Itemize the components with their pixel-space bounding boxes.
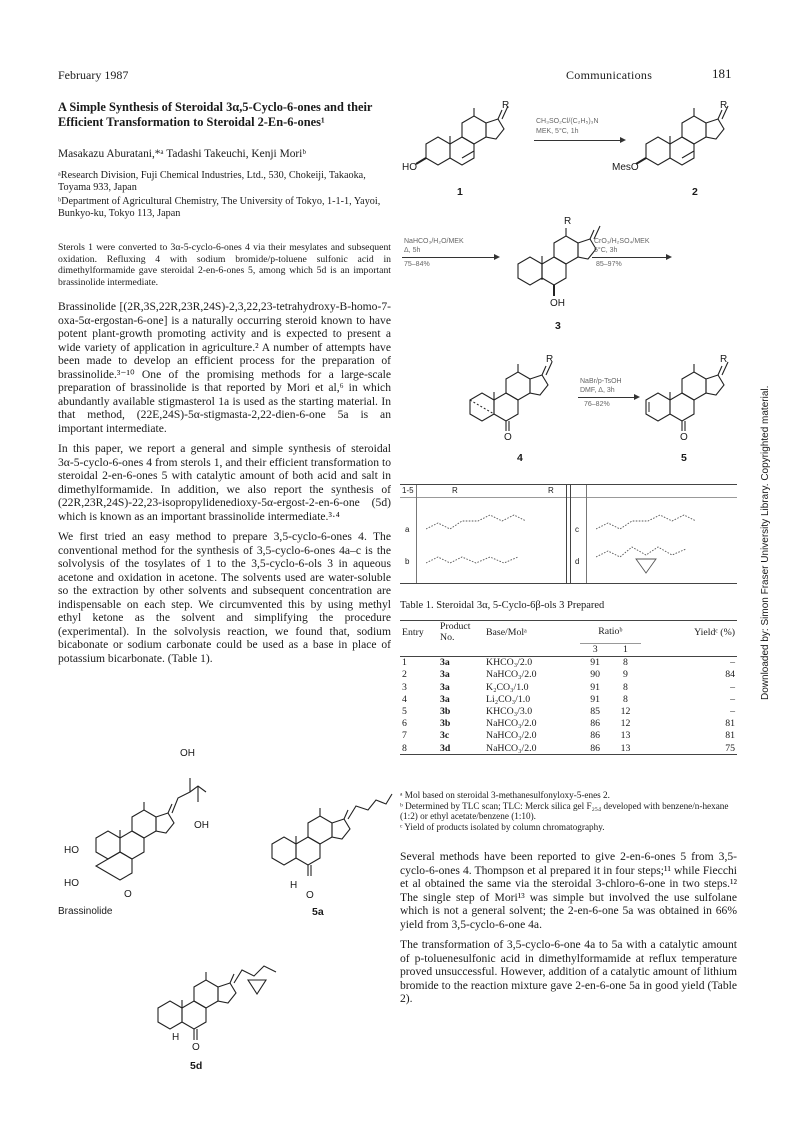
condition-4-line-1: NaBr/p-TsOH xyxy=(580,378,622,385)
table-1 xyxy=(400,620,737,755)
yield-2: 75–84% xyxy=(404,261,430,268)
arrowhead-1 xyxy=(620,137,626,143)
compound-5-structure xyxy=(632,356,742,436)
table-row: 7 3c NaHCO₃/2.0 86 13 81 xyxy=(402,730,735,742)
condition-1-line-2: MEK, 5°C, 1h xyxy=(536,128,579,135)
footnote-b: ᵇ Determined by TLC scan; TLC: Merck silica gel F₂₅₄ developed with benzene/n-hexane (1:2) or ethyl acetate/benzene (1:10). xyxy=(400,800,729,822)
s5a-h: H xyxy=(290,880,298,891)
reaction-arrow-1 xyxy=(534,140,624,141)
th-ratio-3: 3 xyxy=(592,644,598,656)
compound-5a-structure xyxy=(252,788,392,898)
paragraph-2: In this paper, we report a general and simple synthesis of steroidal 3α-5-cyclo-6-ones 4 from sterols 1, and their efficient transformation to steroidal 2-en-6-ones 5 with catalytic amount of both acid and salt in dimethylformamide. In addition, we also report the synthesis of (22R,23R,24S)-22,23-isopropylidenedioxy-5α-ergost-2-en-6-one (5d) which is known as an important brassinolide intermediate.³·⁴ xyxy=(58,442,391,523)
page-number: 181 xyxy=(712,66,732,81)
condition-2-line-2: Δ, 5h xyxy=(404,247,421,254)
brassinolide-label: Brassinolide xyxy=(58,906,113,917)
condition-4-line-2: DMF, Δ, 3h xyxy=(580,387,615,394)
brassinolide-ho-bottom: HO xyxy=(64,878,79,889)
th-ratio-1: 1 xyxy=(623,644,628,656)
side-chain-b xyxy=(426,545,546,575)
compound-2-label: 2 xyxy=(692,186,698,198)
paragraph-3: We first tried an easy method to prepare 3,5-cyclo-6-ones 4. The conventional method for the synthesis of 3,5-cyclo-6-ones 4a–c is the solvolysis of the tosylates of 1 to the 3,5-cyclo-6-ols 3 in aqueous acetone and oxidation in acetone. The solvents used are water-soluble so the extraction by other solvents and subsequent concentration are indispensable on each step. We circumvented this by using methyl ethyl ketone as the solvent and simplifying the procedure (experimental). In the solvolysis reaction, we found that, sodium bicabonate or sodium carbonate could be used as a base in place of potassium bicarbonate. (Table 1). xyxy=(58,530,391,665)
arrowhead-2 xyxy=(494,254,500,260)
r-label-5: R xyxy=(720,354,728,365)
compound-3-label: 3 xyxy=(555,320,561,332)
meso-label: MesO xyxy=(612,162,639,173)
r-table-d: d xyxy=(575,557,580,566)
condition-3-line-2: 5°C, 3h xyxy=(594,247,618,254)
compound-5d-structure xyxy=(148,950,298,1060)
compound-5-label: 5 xyxy=(681,452,687,464)
reaction-arrow-3 xyxy=(592,257,670,258)
r-group-table xyxy=(400,484,737,584)
compound-4-label: 4 xyxy=(517,452,523,464)
compound-5a-label: 5a xyxy=(312,906,324,918)
condition-2-line-1: NaHCO₃/H₂O/MEK xyxy=(404,238,464,245)
brassinolide-oh-top: OH xyxy=(180,748,195,759)
r-label-1: R xyxy=(502,100,510,111)
table-row: 2 3a NaHCO₃/2.0 90 9 84 xyxy=(402,669,735,681)
th-ratio: Ratioᵇ xyxy=(580,621,641,643)
table-row: 8 3d NaHCO₃/2.0 86 13 75 xyxy=(402,742,735,754)
r-label-2: R xyxy=(720,100,728,111)
o-label-5: O xyxy=(680,432,688,443)
paragraph-1: Brassinolide [(2R,3S,22R,23R,24S)-2,3,22,23-tetrahydroxy-B-homo-7-oxa-5α-ergostan-6-one] is a naturally occurring steroid known to have potent plant-growth promoting activity and is expected to present a wide variety of application in agriculture.² A number of attempts have been made to develop an efficient process for the preparation of brassinolide.³⁻¹⁰ One of the promising methods for a large-scale preparation of brassinolide is that reported by Mori et al,⁶ in which abundantly available stigmasterol 1a is used as the starting material. In that method, (22E,24S)-5α-stigmasta-2,22-dien-6-one 5a is an important intermediate. xyxy=(58,300,391,435)
right-column-body xyxy=(400,850,737,1013)
article-title: A Simple Synthesis of Steroidal 3α,5-Cyclo-6-ones and their Efficient Transformation to Steroidal 2-En-6-ones¹ xyxy=(58,100,373,129)
left-column-body xyxy=(58,300,391,672)
running-header-section: Communications xyxy=(566,68,653,82)
th-entry: Entry xyxy=(402,626,424,638)
footnote-c: ᶜ Yield of products isolated by column chromatography. xyxy=(400,821,605,832)
table-row: 4 3a Li₂CO₃/1.0 91 8 – xyxy=(402,693,735,705)
brassinolide-o: O xyxy=(124,889,132,900)
th-base: Base/Molᵃ xyxy=(486,626,527,638)
paragraph-4: Several methods have been reported to give 2-en-6-ones 5 from 3,5-cyclo-6-ones 4. Thompson et al prepared it in four steps;¹¹ while Fiecchi et al obtained the same via the steroidal 3-chloro-6-one in two steps.¹² The single step of Mori¹³ was simple but involved the use sulfolane which is not a general solvent; the 2-en-6-one 5a was obtained in 66% yield from 3,5-cyclo-6-one 4a. xyxy=(400,850,737,931)
affiliation-b: ᵇDepartment of Agricultural Chemistry, The University of Tokyo, 1-1-1, Yayoi, Bunkyo-ku, Tokyo 113, Japan xyxy=(58,196,381,220)
ho-label-1: HO xyxy=(402,162,417,173)
table-row: 6 3b NaHCO₃/2.0 86 12 81 xyxy=(402,718,735,730)
compound-1-label: 1 xyxy=(457,186,463,198)
footnote-a: ᵃ Mol based on steroidal 3-methanesulfonyloxy-5-enes 2. xyxy=(400,790,610,800)
s5a-o: O xyxy=(306,890,314,901)
author-list: Masakazu Aburatani,*ᵃ Tadashi Takeuchi, Kenji Moriᵇ xyxy=(58,148,306,160)
side-chain-a xyxy=(426,509,546,539)
reaction-arrow-4 xyxy=(578,397,638,398)
o-label-4: O xyxy=(504,432,512,443)
r-table-r-right: R xyxy=(548,486,554,495)
oh-label-3: OH xyxy=(550,298,565,309)
compound-1-structure xyxy=(412,100,522,180)
r-table-r-left: R xyxy=(452,486,458,495)
condition-3-line-1: CrO₃/H₂SO₄/MEK xyxy=(594,238,650,245)
table-1-footnotes xyxy=(400,790,737,832)
compound-4-structure xyxy=(456,356,566,436)
s5d-h: H xyxy=(172,1032,180,1043)
yield-3: 85–97% xyxy=(596,261,622,268)
arrowhead-3 xyxy=(666,254,672,260)
th-yield: Yieldᶜ (%) xyxy=(694,626,735,638)
table-row: 5 3b KHCO₃/3.0 85 12 – xyxy=(402,706,735,718)
r-label-3: R xyxy=(564,216,572,227)
download-notice: Downloaded by: Simon Fraser University Library. Copyrighted material. xyxy=(760,385,771,700)
compound-2-structure xyxy=(632,100,742,180)
yield-4: 76–82% xyxy=(584,401,610,408)
paragraph-5: The transformation of 3,5-cyclo-6-one 4a to 5a with a catalytic amount of p-toluenesulfonic acid in dimethylformamide at reflux temperature proved unsuccessful. However, addition of a catalytic amount of lithium bromide to the reaction mixture gave 2-en-6-one 5a in good yield (Table 2). xyxy=(400,938,737,1005)
table-row: 3 3a K₂CO₃/1.0 91 8 – xyxy=(402,681,735,693)
r-label-4: R xyxy=(546,354,554,365)
affiliation-a: ᵃResearch Division, Fuji Chemical Industries, Ltd., 530, Chokeiji, Takaoka, Toyama 933, Japan xyxy=(58,170,366,194)
table-1-caption: Table 1. Steroidal 3α, 5-Cyclo-6β-ols 3 Prepared xyxy=(400,600,605,611)
table-row: 1 3a KHCO₃/2.0 91 8 – xyxy=(402,657,735,669)
side-chain-d xyxy=(596,537,716,581)
side-chain-c xyxy=(596,509,716,539)
r-table-head: 1-5 xyxy=(402,486,414,495)
r-table-c: c xyxy=(575,525,579,534)
s5d-o: O xyxy=(192,1042,200,1053)
r-table-b: b xyxy=(405,557,410,566)
reaction-arrow-2 xyxy=(402,257,498,258)
brassinolide-oh-bottom: OH xyxy=(194,820,209,831)
condition-1-line-1: CH₃SO₂Cl/(C₂H₅)₃N xyxy=(536,118,599,125)
th-product: Product No. xyxy=(440,621,471,643)
running-header-date: February 1987 xyxy=(58,68,129,82)
brassinolide-ho-top: HO xyxy=(64,845,79,856)
r-table-a: a xyxy=(405,525,410,534)
compound-5d-label: 5d xyxy=(190,1060,203,1072)
abstract: Sterols 1 were converted to 3α-5-cyclo-6-ones 4 via their mesylates and subsequent oxidation. Refluxing 4 with sodium bromide/p-toluene sulfonic acid in dimethylformamide gave steroidal 2-en-6-ones 5, among which 5d is an important brassinolide intermediate. xyxy=(58,242,391,288)
